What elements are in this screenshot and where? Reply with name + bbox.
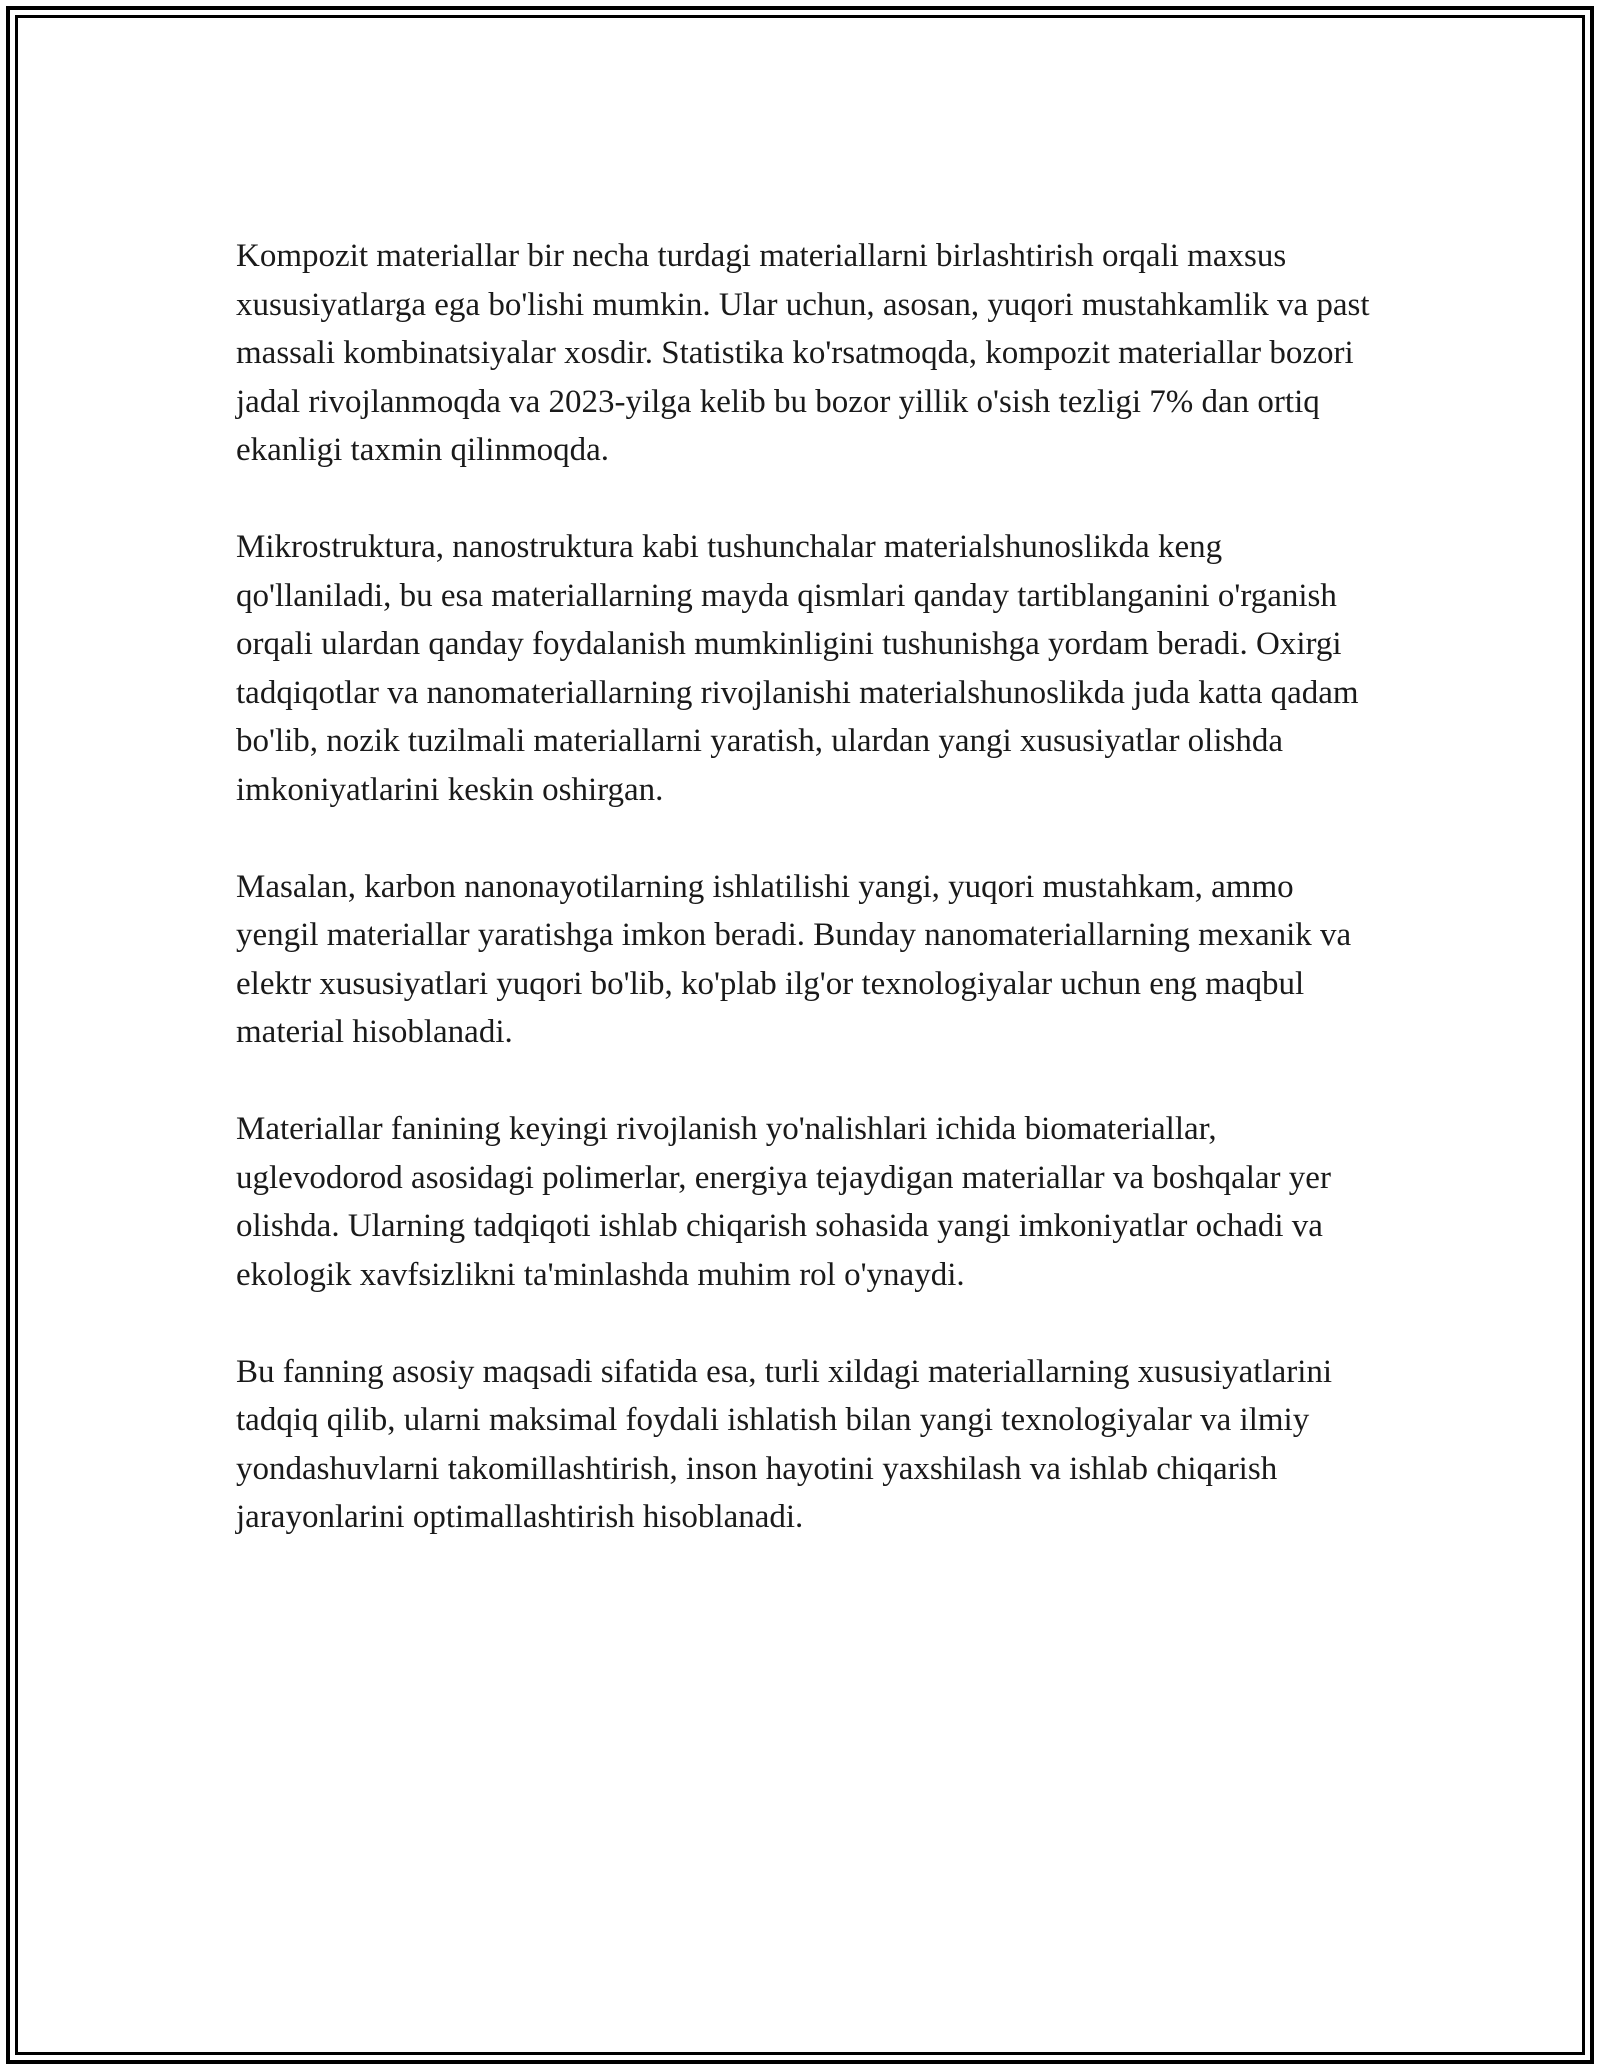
- paragraph-future-directions: Materiallar fanining keyingi rivojlanish yo'nalishlari ichida biomateriallar, uglevodorod asosidagi polimerlar, energiya tejaydigan materiallar va boshqalar yer olishda. Ularning tadqiqoti ishlab chiqarish sohasida yangi imkoniyatlar ochadi va ekologik xavfsizlikni ta'minlashda muhim rol o'ynaydi.: [236, 1111, 1331, 1293]
- paragraph-composites: Kompozit materiallar bir necha turdagi materiallarni birlashtirish orqali maxsus xususiyatlarga ega bo'lishi mumkin. Ular uchun, asosan, yuqori mustahkamlik va past massali kombinatsiyalar xosdir. Statistika ko'rsatmoqda, kompozit materiallar bozori jadal rivojlanmoqda va 2023-yilga kelib bu bozor yillik o'sish tezligi 7% dan ortiq ekanligi taxmin qilinmoqda.: [236, 238, 1370, 468]
- paragraph-main-goal: Bu fanning asosiy maqsadi sifatida esa, turli xildagi materiallarning xususiyatlarini tadqiq qilib, ularni maksimal foydali ishlatish bilan yangi texnologiyalar va ilmiy yondashuvlarni takomillashtirish, inson hayotini yaxshilash va ishlab chiqarish jarayonlarini optimallashtirish hisoblanadi.: [236, 1353, 1333, 1535]
- document-body: [236, 232, 1376, 1590]
- paragraph-microstructure: Mikrostruktura, nanostruktura kabi tushunchalar materialshunoslikda keng qo'llaniladi, bu esa materiallarning mayda qismlari qanday tartiblanganini o'rganish orqali ulardan qanday foydalanish mumkinligini tushunishga yordam beradi. Oxirgi tadqiqotlar va nanomateriallarning rivojlanishi materialshunoslikda juda katta qadam bo'lib, nozik tuzilmali materiallarni yaratish, ulardan yangi xususiyatlar olishda imkoniyatlarini keskin oshirgan.: [236, 529, 1359, 808]
- paragraph-nanotubes: Masalan, karbon nanonayotilarning ishlatilishi yangi, yuqori mustahkam, ammo yengil materiallar yaratishga imkon beradi. Bunday nanomateriallarning mexanik va elektr xususiyatlari yuqori bo'lib, ko'plab ilg'or texnologiyalar uchun eng maqbul material hisoblanadi.: [236, 868, 1352, 1050]
